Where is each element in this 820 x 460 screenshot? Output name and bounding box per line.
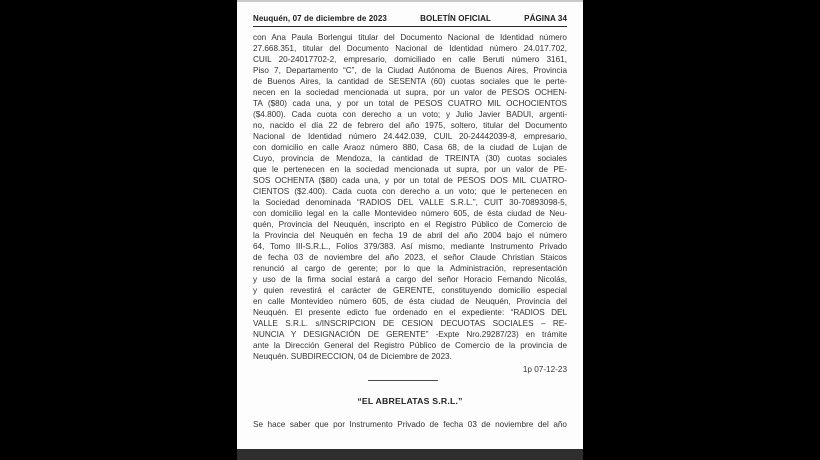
edict-text-line: 64, Tomo III-S.R.L., Folios 379/383. Así mismo, mediante Instrumento Privado	[253, 242, 567, 251]
edict-text-line: Cuyo, provincia de Mendoza, la cantidad de TREINTA (30) cuotas sociales	[253, 154, 567, 163]
edict-text-line: de fecha 03 de noviembre del año 2023, el señor Claude Christian Staicos	[253, 253, 567, 262]
masthead-date: Neuquén, 07 de diciembre de 2023	[253, 14, 387, 23]
edict-text-line: Nacional de Identidad número 24.442.039, CUIL 20-24442039-8, empresario,	[253, 132, 567, 141]
edict-text-line: quén, Provincia del Neuquén, inscripto en el Registro Público de Comercio de	[253, 220, 567, 229]
edict-text-line: CIENTOS ($2.400). Cada cuota con derecho a un voto; que le pertenecen en	[253, 187, 567, 196]
masthead	[253, 14, 567, 27]
edict-text-line: no, nacido el día 22 de febrero del año 1975, soltero, titular del Documento	[253, 121, 567, 130]
edict-text-line: NUNCIA Y DESIGNACIÓN DE GERENTE” -Expte Nro.29287/23) en trámite	[253, 330, 567, 339]
masthead-bulletin-title: BOLETÍN OFICIAL	[420, 14, 491, 23]
page-bottom-edge	[237, 449, 583, 460]
edict-text-line: ($4.800). Cada cuota con derecho a un voto; y Julio Javier BADUI, argenti-	[253, 110, 567, 119]
edict-text-line: TA ($80) cada una, y por un total de PESOS CUATRO MIL OCHOCIENTOS	[253, 99, 567, 108]
article-title: “EL ABRELATAS S.R.L.”	[357, 396, 463, 406]
edict-text-line: 27.668.351, titular del Documento Nacional de Identidad número 24.017.702,	[253, 44, 567, 53]
article-first-line: Se hace saber que por Instrumento Privado de fecha 03 de noviembre del año	[253, 420, 567, 429]
edict-text-line: Neuquén. El presente edicto fue ordenado en el expediente: “RADIOS DEL	[253, 308, 567, 317]
edict-text-line: con domicilio en calle Araoz número 880, Casa 68, de la ciudad de Lujan de	[253, 143, 567, 152]
edict-text-line: y uso de la firma social estará a cargo del señor Horacio Fernando Nicolás,	[253, 275, 567, 284]
edict-text-line: que le pertenecen en la sociedad mencionada ut supra, por un valor de PE-	[253, 165, 567, 174]
edict-text-line: en calle Montevideo número 605, de ésta ciudad de Neuquén, Provincia del	[253, 297, 567, 306]
edict-text-line: con Ana Paula Borlengui titular del Documento Nacional de Identidad número	[253, 33, 567, 42]
edict-text-line: Piso 7, Departamento “C”, de la Ciudad Autónoma de Buenos Aires, Provincia	[253, 66, 567, 75]
edict-text-line: la Sociedad denominada “RADIOS DEL VALLE S.R.L.”, CUIT 30-70893098-5,	[253, 198, 567, 207]
edict-text-line: renunció al cargo de gerente; por lo que la Administración, representación	[253, 264, 567, 273]
edict-text-line: de Buenos Aires, la cantidad de SESENTA (60) cuotas sociales que le perte-	[253, 77, 567, 86]
edict-text-line: necen en la sociedad mencionada ut supra, por un valor de PESOS OCHEN-	[253, 88, 567, 97]
edict-text-line: con domicilio legal en la calle Montevideo número 605, de ésta ciudad de Neu-	[253, 209, 567, 218]
edict-text-line: VALLE S.R.L. s/INSCRIPCION DE CESION DECUOTAS SOCIALES – RE-	[253, 319, 567, 328]
masthead-page-number: PÁGINA 34	[524, 14, 567, 23]
edict-text-line: ante la Dirección General del Registro Público de Comercio de la provincia de	[253, 341, 567, 350]
publication-code: 1p 07-12-23	[522, 365, 567, 374]
edict-text-line: y quien revestirá el carácter de GERENTE, constituyendo domicilio especial	[253, 286, 567, 295]
bulletin-page	[237, 0, 583, 449]
edict-text-line: la Provincia del Neuquén en fecha 19 de abril del año 2004 bajo el número	[253, 231, 567, 240]
edict-text	[253, 32, 567, 375]
edict-text-line: SOS OCHENTA ($80) cada una, y por un total de PESOS DOS MIL CUATRO-	[253, 176, 567, 185]
section-separator	[368, 380, 438, 381]
edict-text-line: Neuquén. SUBDIRECCION, 04 de Diciembre de 2023.	[253, 352, 452, 361]
edict-text-line: CUIL 20-24017702-2, empresario, domiciliado en calle Beruti número 3161,	[253, 55, 567, 64]
